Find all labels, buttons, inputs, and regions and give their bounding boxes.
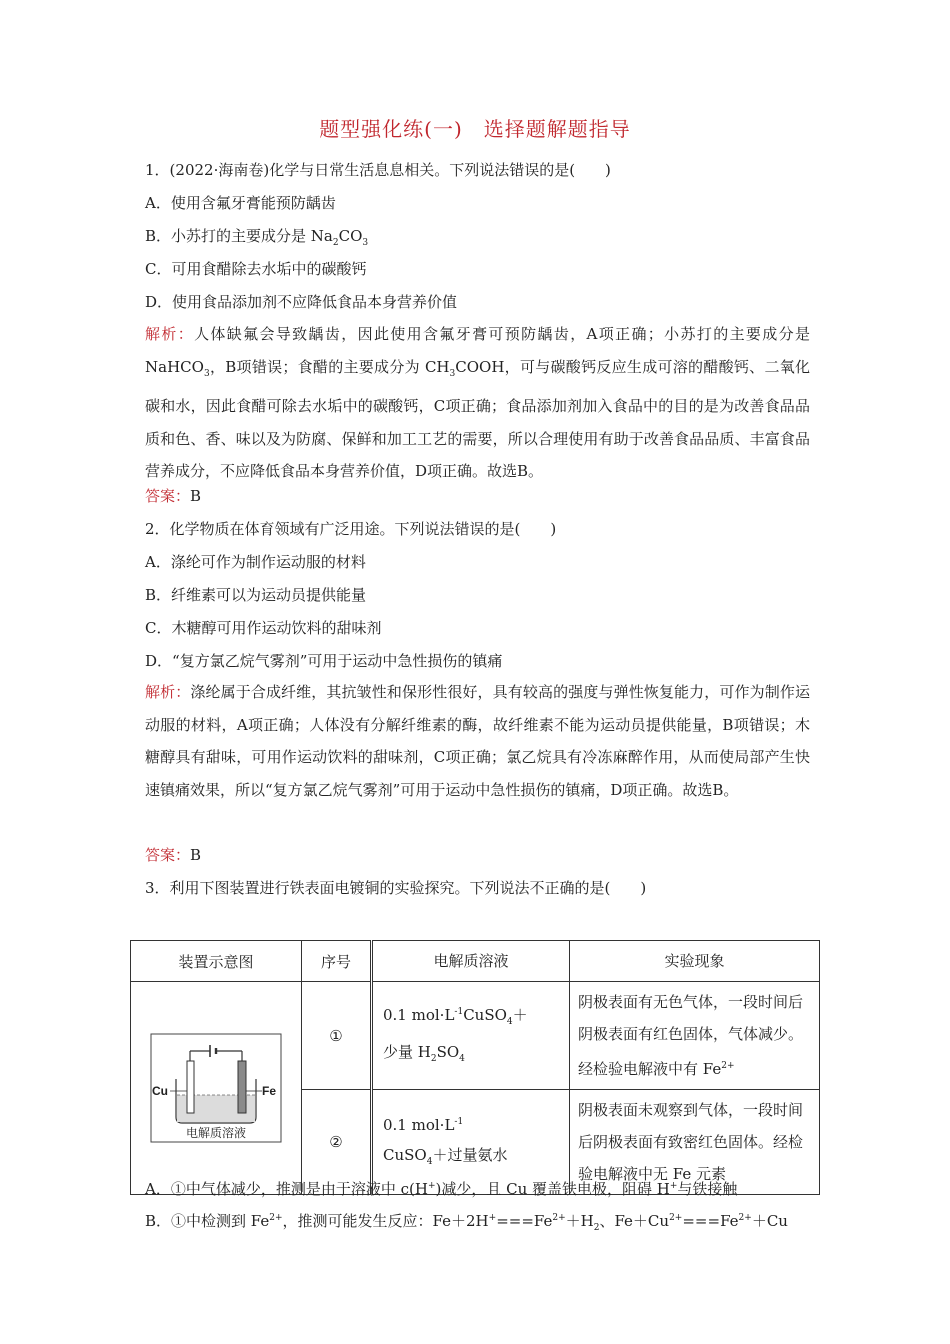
q2-answer: 答案：B [145, 846, 202, 864]
row1-phenomenon: 阴极表面有无色气体，一段时间后阴极表面有红色固体，气体减少。经检验电解液中有 $Fe^{2+}$ [570, 982, 820, 1090]
table-header-row [131, 941, 820, 982]
q1-analysis: 解析：人体缺氟会导致龋齿，因此使用含氟牙膏可预防龋齿，A项正确；小苏打的主要成分是 NaHCO$_3$，B项错误；食醋的主要成分为 $CH_3COOH$，可与碳酸钙反应生成可溶的醋酸钙、二氧化碳和水，因此食醋可除去水垢中的碳酸钙，C项正确；食品添加剂加入食品中的目的是为改善食品品质和色、香、味以及为防腐、保鲜和加工工艺的需要，所以合理使用有助于改善食品品质、丰富食品营养成分，不应降低食品本身营养价值，D项正确。故选B。 [145, 325, 811, 480]
row1-solution: 0.1 $mol\cdot L^{-1}CuSO_4+$ 少量 $H_2SO_4$ [372, 982, 570, 1090]
analysis-label: 解析： [145, 683, 191, 701]
row2-solution: 0.1 $mol\cdot L^{-1}$ CuSO$_4$＋过量氨水 [372, 1090, 570, 1195]
q1-option-a: A．使用含氟牙膏能预防龋齿 [145, 194, 336, 212]
cu-electrode-label: Cu [152, 1084, 168, 1098]
q2-option-c: C．木糖醇可用作运动饮料的甜味剂 [145, 619, 382, 637]
electrolyte-caption: 电解质溶液 [185, 1126, 247, 1140]
q1-option-b: B．小苏打的主要成分是 $Na_2CO_3$ [145, 227, 369, 248]
q1-option-c: C．可用食醋除去水垢中的碳酸钙 [145, 260, 367, 278]
row1-number: ① [302, 982, 372, 1090]
q2-option-b: B．纤维素可以为运动员提供能量 [145, 586, 367, 604]
row2-phenomenon: 阴极表面未观察到气体，一段时间后阴极表面有致密红色固体。经检验电解液中无 Fe 元素 [570, 1090, 820, 1195]
table-row [131, 982, 820, 1090]
q3-option-a: A．①中气体减少，推测是由于溶液中 c(H+)减少，且 Cu 覆盖铁电极，阻碍 H+与铁接触 [145, 1180, 738, 1198]
q2-option-a: A．涤纶可作为制作运动服的材料 [145, 553, 366, 571]
fe-electrode-label: Fe [262, 1084, 277, 1098]
electrolysis-apparatus-diagram [150, 1033, 282, 1143]
q1-answer: 答案：B [145, 487, 202, 505]
q3-option-b: B．①中检测到 $Fe^{2+}$，推测可能发生反应：$Fe+2H^+===Fe^{2+}+H_2$、$Fe+Cu^{2+}===Fe^{2+}+Cu$ [145, 1212, 788, 1233]
q2-analysis: 解析：涤纶属于合成纤维，其抗皱性和保形性很好，具有较高的强度与弹性恢复能力，可作为制作运动服的材料，A项正确；人体没有分解纤维素的酶，故纤维素不能为运动员提供能量，B项错误；木糖醇具有甜味，可用作运动饮料的甜味剂，C项正确；氯乙烷具有冷冻麻醉作用，从而使局部产生快速镇痛效果，所以“复方氯乙烷气雾剂”可用于运动中急性损伤的镇痛，D项正确。故选B。 [145, 683, 810, 799]
analysis-label: 解析： [145, 325, 195, 343]
q1-stem: 1．(2022·海南卷)化学与日常生活息息相关。下列说法错误的是( ) [145, 161, 611, 179]
page-title: 题型强化练(一) 选择题解题指导 [319, 117, 631, 141]
q3-stem: 3．利用下图装置进行铁表面电镀铜的实验探究。下列说法不正确的是( ) [145, 879, 647, 897]
row2-number: ② [302, 1090, 372, 1195]
q1-option-d: D．使用食品添加剂不应降低食品本身营养价值 [145, 293, 458, 311]
q2-option-d: D．“复方氯乙烷气雾剂”可用于运动中急性损伤的镇痛 [145, 652, 503, 670]
q2-stem: 2．化学物质在体育领域有广泛用途。下列说法错误的是( ) [145, 520, 557, 538]
apparatus-diagram-cell [131, 982, 302, 1195]
header-phenomenon: 实验现象 [570, 941, 820, 982]
header-number: 序号 [302, 941, 372, 982]
header-diagram: 装置示意图 [131, 941, 302, 982]
experiment-table [130, 940, 820, 1195]
header-solution: 电解质溶液 [372, 941, 570, 982]
